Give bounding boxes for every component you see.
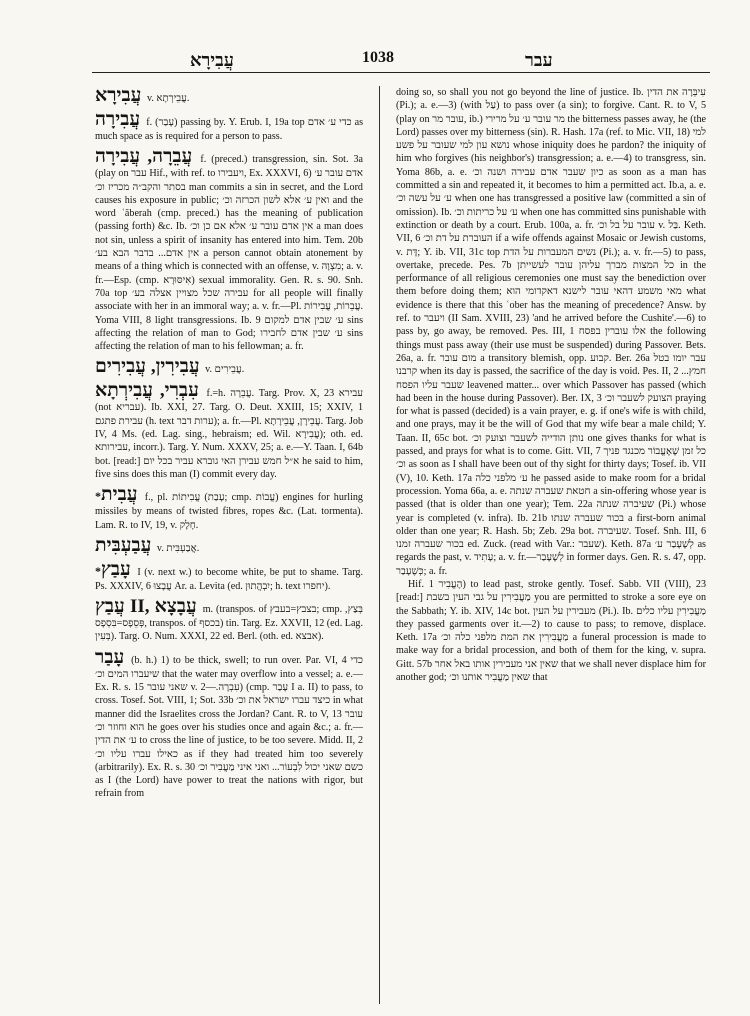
entry-star: * — [95, 563, 101, 578]
left-column — [95, 86, 363, 1001]
entry-headword: עֲבַעְבִּית — [95, 534, 152, 556]
entry-body: v. אֲבַעְבִּית. — [156, 542, 200, 554]
entry-body: (b. h.) 1) to be thick, swell; to run over. Par. VI, 4 כדי שיעברו המים וכ׳ that the water may overflow into a vessel; a. e.—Ex. R. s. 15 שאני עובר v. עִבְרָה.—2) (cmp. עָבַר I a. II) to pass, to cross. Tosef. Sot. VIII, 1; Sot. 33b כיצד עברו ישראל את וכ׳ in what manner did the Israelites cross the Jordan? Cant. R. to V, 13 עובר הוא וחוזר וכ׳ he goes over his studies once and again &c.; a. fr.—ע׳ את הדין to cross the line of justice, to be too severe. Midd. II, 2 כאילו עברו עליו וכ׳ as if they had treated him too severely (arbitrarily). Ex. R. s. 30 כשם שאני יכול לִבְעוֹר... ואני איני מַעֲבִיר וכ׳ as I (the Lord) have power to treat the nations with rigor, but refrain from — [95, 654, 363, 800]
header-rule — [92, 72, 710, 73]
dictionary-entry — [95, 357, 363, 377]
dictionary-entry — [95, 485, 363, 532]
running-head-right: עבר — [525, 50, 553, 70]
dictionary-entry — [95, 110, 363, 143]
entry-body: f. (preced.) transgression, sin. Sot. 3a (play on עבר Hif., with ref. to ויעבירו, Ex. XXXVI, 6) אדם עובר ע׳ בסתר והקב״ה מכריז וכ׳ man commits a sin in secret, and the Lord causes his exposure in public; ואין ע׳ אלא לשון הכרזה וכ׳ and the word ʿăberah (cmp. preced.) has the meaning of publication (passing forth) &c. Ib. אין אדם עובר ע׳ אלא אם כן וכ׳ a man does not sin, unless a spirit of insanity has entered into him. Tem. 20b אין אדם... בדבר הבא בע׳ a person cannot obtain atonement by means of a thing which is connected with an offense, v. מִצְוָה; a. v. fr.—Esp. (cmp. אִיסּוּרָא) sexual immorality. Gen. R. s. 90. Snh. 70a top עבירה שכל מצויין אצלה בע׳ for all people will finally associate with her in an immoral way; a. v. fr.—Pl. עֲבֵרוֹת, עֲבִירוֹת. Yoma VIII, 8 light transgressions. Ib. 9 ע׳ שבין אדם למקום sins affecting the relation of man to God; ע׳ שבין אדם לחבירו sins affecting the relation of man to his fellowman; a. fr. — [95, 154, 363, 353]
entry-headword: עֲבִירִין, עֲבִירִים — [95, 356, 200, 378]
entry-headword: עִבְרִי, עֲבִירְתָא — [95, 380, 199, 402]
dictionary-entry — [95, 147, 363, 353]
entry-headword: עֲבַץ II, עֲבָצָא — [95, 596, 197, 618]
entry-body: v. עֲבֵירְתָא. — [146, 93, 190, 104]
dictionary-entry — [95, 381, 363, 481]
entry-headword: עָבַר — [95, 646, 125, 668]
entry-body: v. עֲבֵירִים. — [205, 364, 245, 376]
page-number: 1038 — [362, 49, 394, 66]
dictionary-entry — [95, 597, 363, 644]
dictionary-entry — [95, 648, 363, 801]
entry-headword: עֲבֵרָה, עֲבִירָה — [95, 146, 193, 168]
dictionary-entry — [95, 560, 363, 593]
dictionary-entry — [95, 536, 363, 556]
entry-body: f. (עָבַר) passing by. Y. Erub. I, 19a top כדי ע׳ אדם as much space as is required for a person to pass. — [95, 117, 363, 142]
column-paragraph: doing so, so shall you not go beyond the line of justice. Ib. עִיבְּרָה את הדין (Pi.); a. e.—3) (with עַל) to pass over (a sin); to forgive. Cant. R. to V, 5 (play on עובר מר, ib.) מר עובר ע׳ על מרירי the bitterness passes away, he (the Lord) passes over my bitterness (sin). R. Hash. 17a (ref. to Mic. VII, 18) למי נושא עון למי שעובר על פשע whose iniquity does he pardon? the iniquity of him who forgives (his neighbor's) transgression; a. e.—4) to transgress, sin. Yoma 86b, a. e. כיון שעבר אדם עבירה ושנה וכ׳ as soon as a man has committed a sin and repeated it, it becomes to him a permitted act. Ib.a, a. e. ע׳ על עשה וכ׳ when one has transgressed a positive law (committed a sin of omission). Ib. ע׳ על כריתות וכ׳ when one has committed sins punishable with extinction or death by a court. Erub. 100a, a. fr. עובר על בל וכ׳ v. בַּל. Keth. VII, 6 העוברת על דת וכ׳ if a wife offends against Mosaic or Jewish customs, v. דָּת; Y. ib. VII, 31c top נשים המעברות על הדת (Pi.); a. v. fr.—5) to pass, overtake, precede. Pes. 7b כל המצות מברך עליהן עובר לעשייתן in the performance of all religious ceremonies one must say the benediction over them before doing them; מאי משמע דהאי עובר לישנא דאקדומי הוא what evidence is there that this ʿober has the meaning of precedence? Answ. by ref. to ויעבר (II Sam. XVIII, 23) 'and he arrived before the Cushite'.—6) to pass by, go away, be removed. Pes. III, 1 אלו עוברין בפסח the following things must pass away (their use must be suspended) during Passover. Bets. 26a, a. fr. מום עובר a transitory blemish, opp. קבוע. Ber. 26a עבר יומו בטל קרבנו when its day is passed, the sacrifice of the day is void. Pes. II, 2 חמץ... שעבר עליו הפסח leavened matter... over which Passover has passed (which had been in the house during Passover). Ber. IX, 3 הצועק לשעבר וכ׳ praying for what is passed (decided) is a vain prayer, e. g. if one's wife is with child, and one prays, may it be the will of God that my wife bear a male child; Y. Taan. II, 65c bot. נותן הודייה לשעבר וצועק וכ׳ one gives thanks for what is passed, and prays for what is to come. Gitt. VII, 7 כל זמן שֶׁאֶעֱבוֹר מכנגד פניך וכ׳ as soon as I shall have been out of thy sight for thirty days; Tosef. ib. VII (V), 10. Keth. 17a ע׳ מלפני כלה he passed aside to make room for a bridal procession. Yoma 66a, a. e. חטאת שעברה שנתה a sin-offering whose year is passed (that is older than one year); Tem. 22a שעיברה שנתה (Pi.) whose year is completed (v. infra). Ib. 21b בכור שעברה שנתו a first-born animal older than one year; R. Hash. 5b; Zeb. 29a bot. שעיברה. Tosef. Snh. III, 6 בכור שעברה זמנו ed. Zuck. (read with Var.: שעבר). Keth. 87a לְשֶׁעָבַר ע׳ as regards the past, v. עָתִיד; a. v. fr.—לְשֶׁעָבַר in former days. Gen. R. s. 47, opp. כְּשֶׁעָבַר; a. fr. — [396, 87, 706, 577]
entry-headword: עֲבִית — [101, 484, 138, 506]
column-paragraph: Hif. הֶעֱבִיר 1) to lead past, stroke gently. Tosef. Sabb. VII (VIII), 23 [read:] מַעֲבִירִין על גבי העין בשבת you are permitted to stroke a sore eye on the Sabbath; Y. ib. XIV, 14c bot. מעבירין על העין (Pi.). Ib. מַעֲבִירִין עליו כלים they passed garments over it.—2) to cause to pass; to remove, displace. Keth. 17a מַעֲבִירִין את המת מלפני כלה וכ׳ a funeral procession is made to make way for a bridal procession, and both of them for the king, v. supra. Gitt. 57b שאין אני מעבירין אותו באל אחר that we shall never displace him for another god; שאין מַעֲבִיר אותנו וכ׳ that — [396, 578, 706, 684]
entry-body: m. (transpos. of בצבץ=בעבץ; cmp. בְּצַץ, פְּסֵפָס=בִּסְפָס, transpos. of בכסף) tin. Targ. Ez. XXVII, 12 (ed. Lag. בְּעִין). Targ. O. Num. XXXI, 22 ed. Berl. (oth. ed. אבצא). — [95, 604, 363, 643]
running-head-left: עֲבִירָא — [190, 50, 234, 70]
column-divider — [379, 86, 380, 1004]
dictionary-entry — [95, 86, 363, 106]
entry-headword: עֲבִירָה — [95, 109, 141, 130]
right-column — [396, 86, 706, 1001]
entry-headword: עָבַץ — [101, 558, 131, 580]
entry-body: f.=h. עֲבֵרָה. Targ. Prov. X, 23 עבירא (not עבריא). Ib. XXI, 27. Targ. O. Deut. XXIII, 15; XXIV, 1 עבירת פתגם (h. text ערות דבר); a. fr.—Pl. עֲבֵירָן, עֲבֵירָתָא. Targ. Job IV, 4 Ms. (ed. Lag. sing., hebraism; ed. Wil. עֲבִירָא); oth. ed. עבירותא, incorr.). Targ. Y. Num. XXXV, 25; a. e.—Y. Taan. I, 64b bot. [read:] א״ל חמש עבירן האי גוברא עביר בכל יום he said to him, five sins does this man (I) commit every day. — [95, 388, 363, 480]
entry-body: I (v. next w.) to become white, be put to shame. Targ. Ps. XXXIV, 6 עֲבָצוּ Ar. a. Levita (ed. יִבְהֲתוּן; h. text יחפרו). — [95, 566, 363, 592]
entry-headword: עֲבִירָא — [95, 86, 142, 106]
entry-star: * — [95, 489, 101, 504]
entry-body: f., pl. עֲבִיתוֹת (עָבַת; cmp. עֲבוֹת) engines for hurling missiles by means of twisted fibres, ropes &c. (Lat. tormenta). Lam. R. to IV, 19, v. חָלָק. — [95, 492, 363, 531]
